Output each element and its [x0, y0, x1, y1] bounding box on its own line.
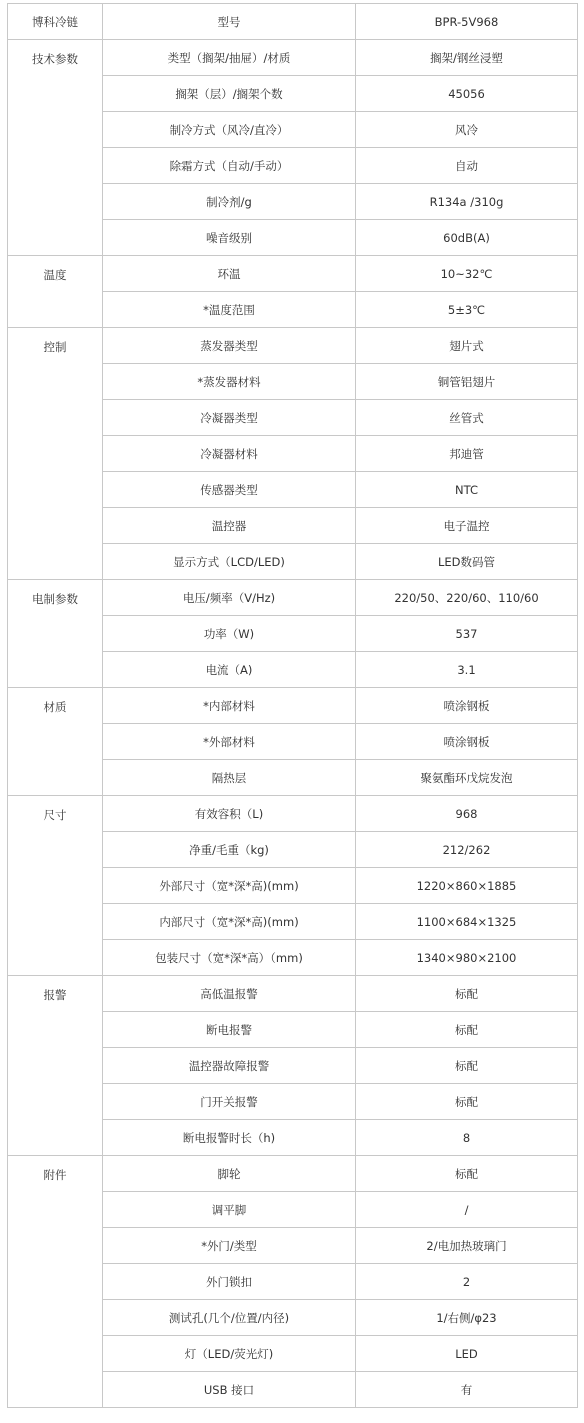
table-row: [8, 328, 578, 364]
param-cell: 有效容积（L): [103, 796, 356, 832]
param-cell: 蒸发器类型: [103, 328, 356, 364]
param-cell: 调平脚: [103, 1192, 356, 1228]
category-cell: 电制参数: [8, 580, 103, 688]
spec-table: [7, 3, 578, 1408]
value-cell: 1340×980×2100: [356, 940, 578, 976]
param-cell: 净重/毛重（kg): [103, 832, 356, 868]
table-row: [8, 796, 578, 832]
value-cell: 聚氨酯环戊烷发泡: [356, 760, 578, 796]
value-cell: 标配: [356, 1012, 578, 1048]
category-cell: 尺寸: [8, 796, 103, 976]
spec-table-body: [8, 4, 578, 1408]
value-cell: 2/电加热玻璃门: [356, 1228, 578, 1264]
param-cell: 脚轮: [103, 1156, 356, 1192]
param-cell: *内部材料: [103, 688, 356, 724]
value-cell: LED: [356, 1336, 578, 1372]
value-cell: LED数码管: [356, 544, 578, 580]
param-cell: 电压/频率（V/Hz): [103, 580, 356, 616]
param-cell: 显示方式（LCD/LED): [103, 544, 356, 580]
param-cell: 断电报警: [103, 1012, 356, 1048]
param-cell: 外部尺寸（宽*深*高)(mm): [103, 868, 356, 904]
value-cell: 968: [356, 796, 578, 832]
param-cell: 温控器: [103, 508, 356, 544]
param-cell: *蒸发器材料: [103, 364, 356, 400]
value-cell: 537: [356, 616, 578, 652]
table-row: [8, 976, 578, 1012]
category-cell: 技术参数: [8, 40, 103, 256]
model-value-cell: BPR-5V968: [356, 4, 578, 40]
value-cell: 标配: [356, 1048, 578, 1084]
header-row: [8, 4, 578, 40]
table-row: [8, 1156, 578, 1192]
param-cell: 断电报警时长（h): [103, 1120, 356, 1156]
value-cell: 220/50、220/60、110/60: [356, 580, 578, 616]
category-cell: 附件: [8, 1156, 103, 1408]
param-cell: *外部材料: [103, 724, 356, 760]
param-cell: 冷凝器材料: [103, 436, 356, 472]
param-cell: 冷凝器类型: [103, 400, 356, 436]
value-cell: 搁架/钢丝浸塑: [356, 40, 578, 76]
param-cell: 类型（搁架/抽屉）/材质: [103, 40, 356, 76]
value-cell: 5±3℃: [356, 292, 578, 328]
param-cell: 传感器类型: [103, 472, 356, 508]
param-cell: 外门锁扣: [103, 1264, 356, 1300]
category-cell: 报警: [8, 976, 103, 1156]
value-cell: 电子温控: [356, 508, 578, 544]
param-cell: 电流（A): [103, 652, 356, 688]
value-cell: 标配: [356, 1084, 578, 1120]
value-cell: 邦迪管: [356, 436, 578, 472]
param-cell: 环温: [103, 256, 356, 292]
category-cell: 控制: [8, 328, 103, 580]
param-cell: 高低温报警: [103, 976, 356, 1012]
value-cell: 1/右侧/φ23: [356, 1300, 578, 1336]
table-row: [8, 40, 578, 76]
value-cell: 有: [356, 1372, 578, 1408]
param-cell: 制冷剂/g: [103, 184, 356, 220]
value-cell: 45056: [356, 76, 578, 112]
category-cell: 温度: [8, 256, 103, 328]
brand-cell: 博科冷链: [8, 4, 103, 40]
table-row: [8, 580, 578, 616]
param-cell: 门开关报警: [103, 1084, 356, 1120]
param-cell: 隔热层: [103, 760, 356, 796]
param-cell: 温控器故障报警: [103, 1048, 356, 1084]
param-cell: 制冷方式（风冷/直冷）: [103, 112, 356, 148]
param-cell: 噪音级别: [103, 220, 356, 256]
value-cell: 8: [356, 1120, 578, 1156]
param-cell: 除霜方式（自动/手动）: [103, 148, 356, 184]
value-cell: 铜管铝翅片: [356, 364, 578, 400]
value-cell: 212/262: [356, 832, 578, 868]
table-row: [8, 688, 578, 724]
value-cell: R134a /310g: [356, 184, 578, 220]
value-cell: 标配: [356, 1156, 578, 1192]
param-cell: 测试孔(几个/位置/内径): [103, 1300, 356, 1336]
value-cell: 自动: [356, 148, 578, 184]
value-cell: 喷涂钢板: [356, 688, 578, 724]
value-cell: 3.1: [356, 652, 578, 688]
value-cell: 丝管式: [356, 400, 578, 436]
param-cell: 搁架（层）/搁架个数: [103, 76, 356, 112]
value-cell: 风冷: [356, 112, 578, 148]
model-label-cell: 型号: [103, 4, 356, 40]
param-cell: 灯（LED/荧光灯): [103, 1336, 356, 1372]
value-cell: /: [356, 1192, 578, 1228]
param-cell: 功率（W): [103, 616, 356, 652]
param-cell: USB 接口: [103, 1372, 356, 1408]
param-cell: 包装尺寸（宽*深*高）（mm): [103, 940, 356, 976]
category-cell: 材质: [8, 688, 103, 796]
param-cell: 内部尺寸（宽*深*高)(mm): [103, 904, 356, 940]
param-cell: *温度范围: [103, 292, 356, 328]
param-cell: *外门/类型: [103, 1228, 356, 1264]
value-cell: 60dB(A): [356, 220, 578, 256]
table-row: [8, 256, 578, 292]
value-cell: 10~32℃: [356, 256, 578, 292]
value-cell: NTC: [356, 472, 578, 508]
value-cell: 翅片式: [356, 328, 578, 364]
value-cell: 2: [356, 1264, 578, 1300]
value-cell: 喷涂钢板: [356, 724, 578, 760]
value-cell: 1220×860×1885: [356, 868, 578, 904]
value-cell: 标配: [356, 976, 578, 1012]
value-cell: 1100×684×1325: [356, 904, 578, 940]
